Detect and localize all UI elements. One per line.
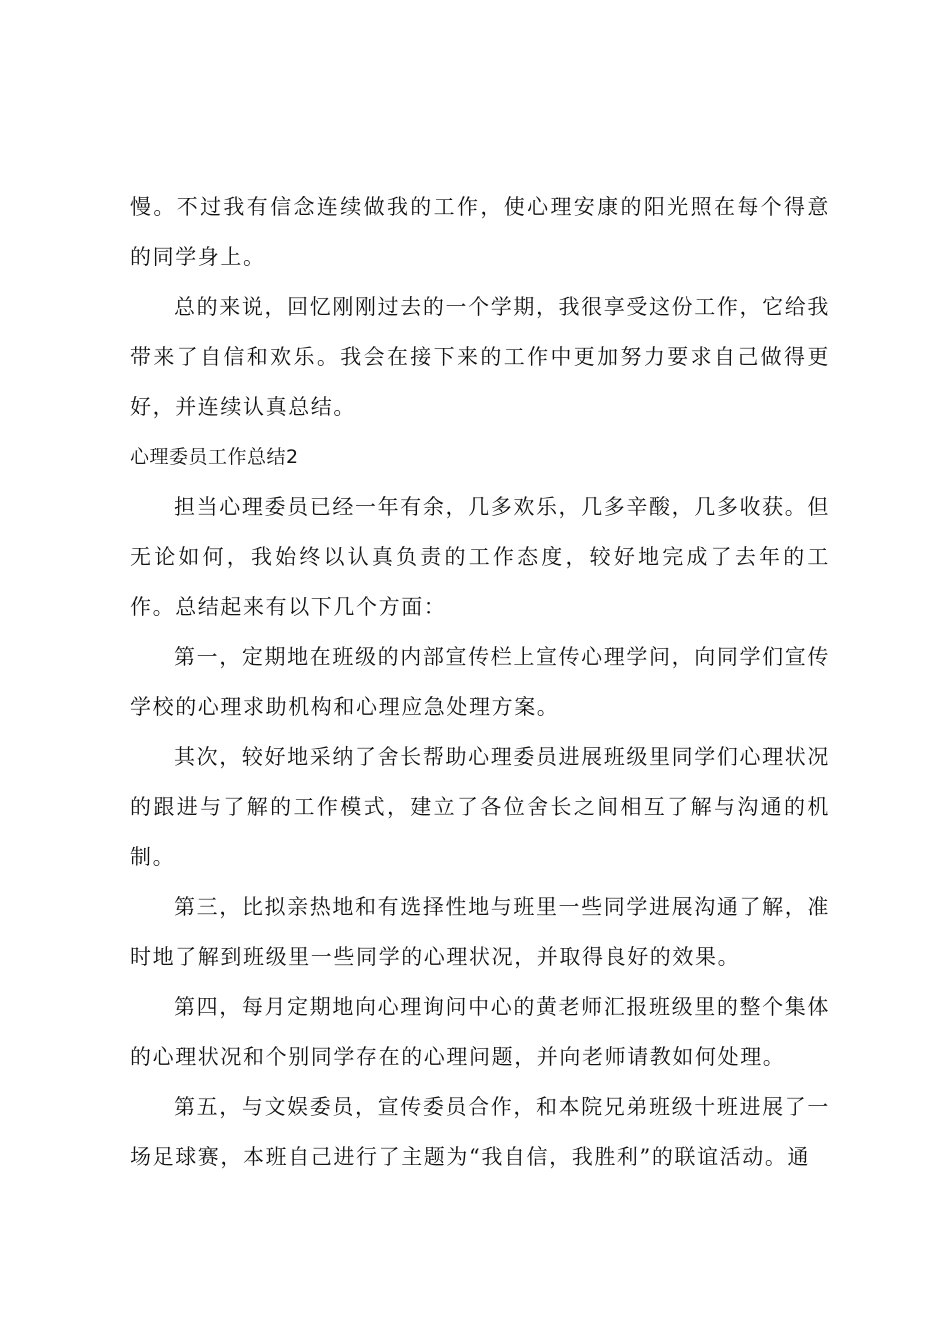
paragraph-point-4: 第四，每月定期地向心理询问中心的黄老师汇报班级里的整个集体的心理状况和个别同学存在的心理问题，并向老师请教如何处理。 [130,995,830,1069]
paragraph-continuation: 慢。不过我有信念连续做我的工作，使心理安康的阳光照在每个得意的同学身上。 [130,195,830,269]
paragraph-summary: 总的来说，回忆刚刚过去的一个学期，我很享受这份工作，它给我带来了自信和欢乐。我会在接下来的工作中更加努力要求自己做得更好，并连续认真总结。 [130,295,830,419]
paragraph-point-2: 其次，较好地采纳了舍长帮助心理委员进展班级里同学们心理状况的跟进与了解的工作模式，建立了各位舍长之间相互了解与沟通的机制。 [130,745,830,869]
paragraph-point-3: 第三，比拟亲热地和有选择性地与班里一些同学进展沟通了解，准时地了解到班级里一些同学的心理状况，并取得良好的效果。 [130,895,830,969]
paragraph-intro: 担当心理委员已经一年有余，几多欢乐，几多辛酸，几多收获。但无论如何，我始终以认真负责的工作态度，较好地完成了去年的工作。总结起来有以下几个方面： [130,495,830,619]
document-body [130,182,830,1182]
paragraph-point-5: 第五，与文娱委员，宣传委员合作，和本院兄弟班级十班进展了一场足球赛，本班自己进行了主题为“我自信，我胜利”的联谊活动。通 [130,1095,830,1169]
paragraph-point-1: 第一，定期地在班级的内部宣传栏上宣传心理学问，向同学们宣传学校的心理求助机构和心理应急处理方案。 [130,645,830,719]
section-heading: 心理委员工作总结2 [130,446,299,468]
